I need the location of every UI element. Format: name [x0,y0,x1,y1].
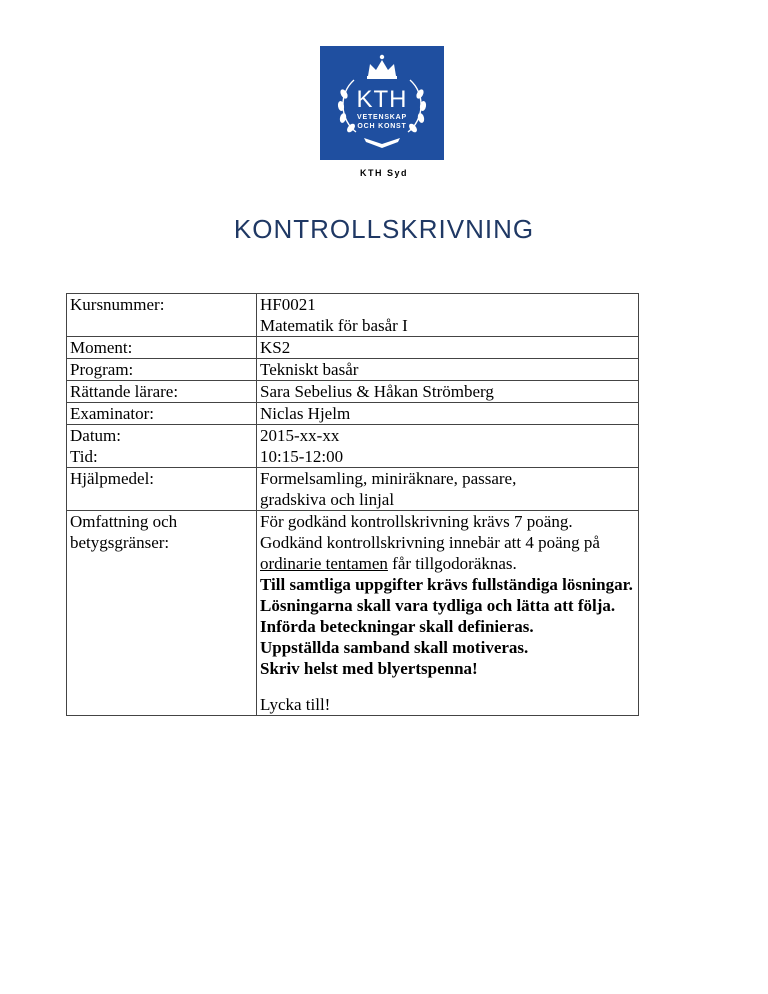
label-grade-limits: betygsgränser: [70,533,170,552]
exam-info-table [66,293,639,716]
label-course-code: Kursnummer: [70,295,165,314]
ordinary-exam-link: ordinarie tentamen [260,554,388,573]
label-program: Program: [70,360,134,379]
label-cell [67,294,257,337]
value-course-code: HF0021 [260,295,316,314]
value-aids-line1: Formelsamling, miniräknare, passare, [260,469,517,488]
campus-label: KTH Syd [359,168,408,178]
logo-kth-text: KTH [356,86,408,113]
value-cell [257,425,639,468]
grading-paragraph [260,511,635,574]
value-time: 10:15-12:00 [260,447,344,466]
label-moment: Moment: [70,338,133,357]
value-cell [257,359,639,381]
value-cell [257,511,639,716]
value-cell [257,337,639,359]
table-row [67,359,639,381]
label-date: Datum: [70,426,121,445]
value-moment: KS2 [260,338,291,357]
table-row [67,468,639,511]
value-program: Tekniskt basår [260,360,359,379]
table-row [67,294,639,337]
table-row [67,337,639,359]
table-row [67,511,639,716]
label-cell [67,403,257,425]
label-cell [67,425,257,468]
instruction-pencil: Skriv helst med blyertspenna! [260,659,478,678]
table-row [67,425,639,468]
label-scope: Omfattning och [70,512,178,531]
table-row [67,403,639,425]
value-examiner: Niclas Hjelm [260,404,351,423]
document-title: KONTROLLSKRIVNING [233,214,535,244]
value-aids-line2: gradskiva och linjal [260,490,395,509]
label-aids: Hjälpmedel: [70,469,155,488]
value-graders: Sara Sebelius & Håkan Strömberg [260,382,494,401]
value-course-name: Matematik för basår I [260,316,408,335]
grading-text-b: får tillgodoräknas. [387,554,517,573]
label-cell [67,511,257,716]
label-graders: Rättande lärare: [70,382,179,401]
instruction-motivate: Uppställda samband skall motiveras. [260,638,529,657]
table-row [67,381,639,403]
logo-line2: OCH KONST [357,123,407,130]
value-date: 2015-xx-xx [260,426,340,445]
value-cell [257,468,639,511]
label-cell [67,468,257,511]
instruction-solutions: Till samtliga uppgifter krävs fullständiga lösningar. Lösningarna skall vara tydliga och lätta att följa. [260,575,633,615]
label-cell [67,337,257,359]
label-cell [67,381,257,403]
label-cell [67,359,257,381]
value-cell [257,294,639,337]
instruction-define: Införda beteckningar skall definieras. [260,617,534,636]
kth-logo [320,46,444,160]
value-cell [257,381,639,403]
good-luck-text: Lycka till! [260,695,331,714]
value-cell [257,403,639,425]
grading-text-a: För godkänd kontrollskrivning krävs 7 poäng. Godkänd kontrollskrivning innebär att 4 poäng på [260,512,600,552]
logo-line1: VETENSKAP [357,114,407,121]
label-time: Tid: [70,447,98,466]
label-examiner: Examinator: [70,404,155,423]
